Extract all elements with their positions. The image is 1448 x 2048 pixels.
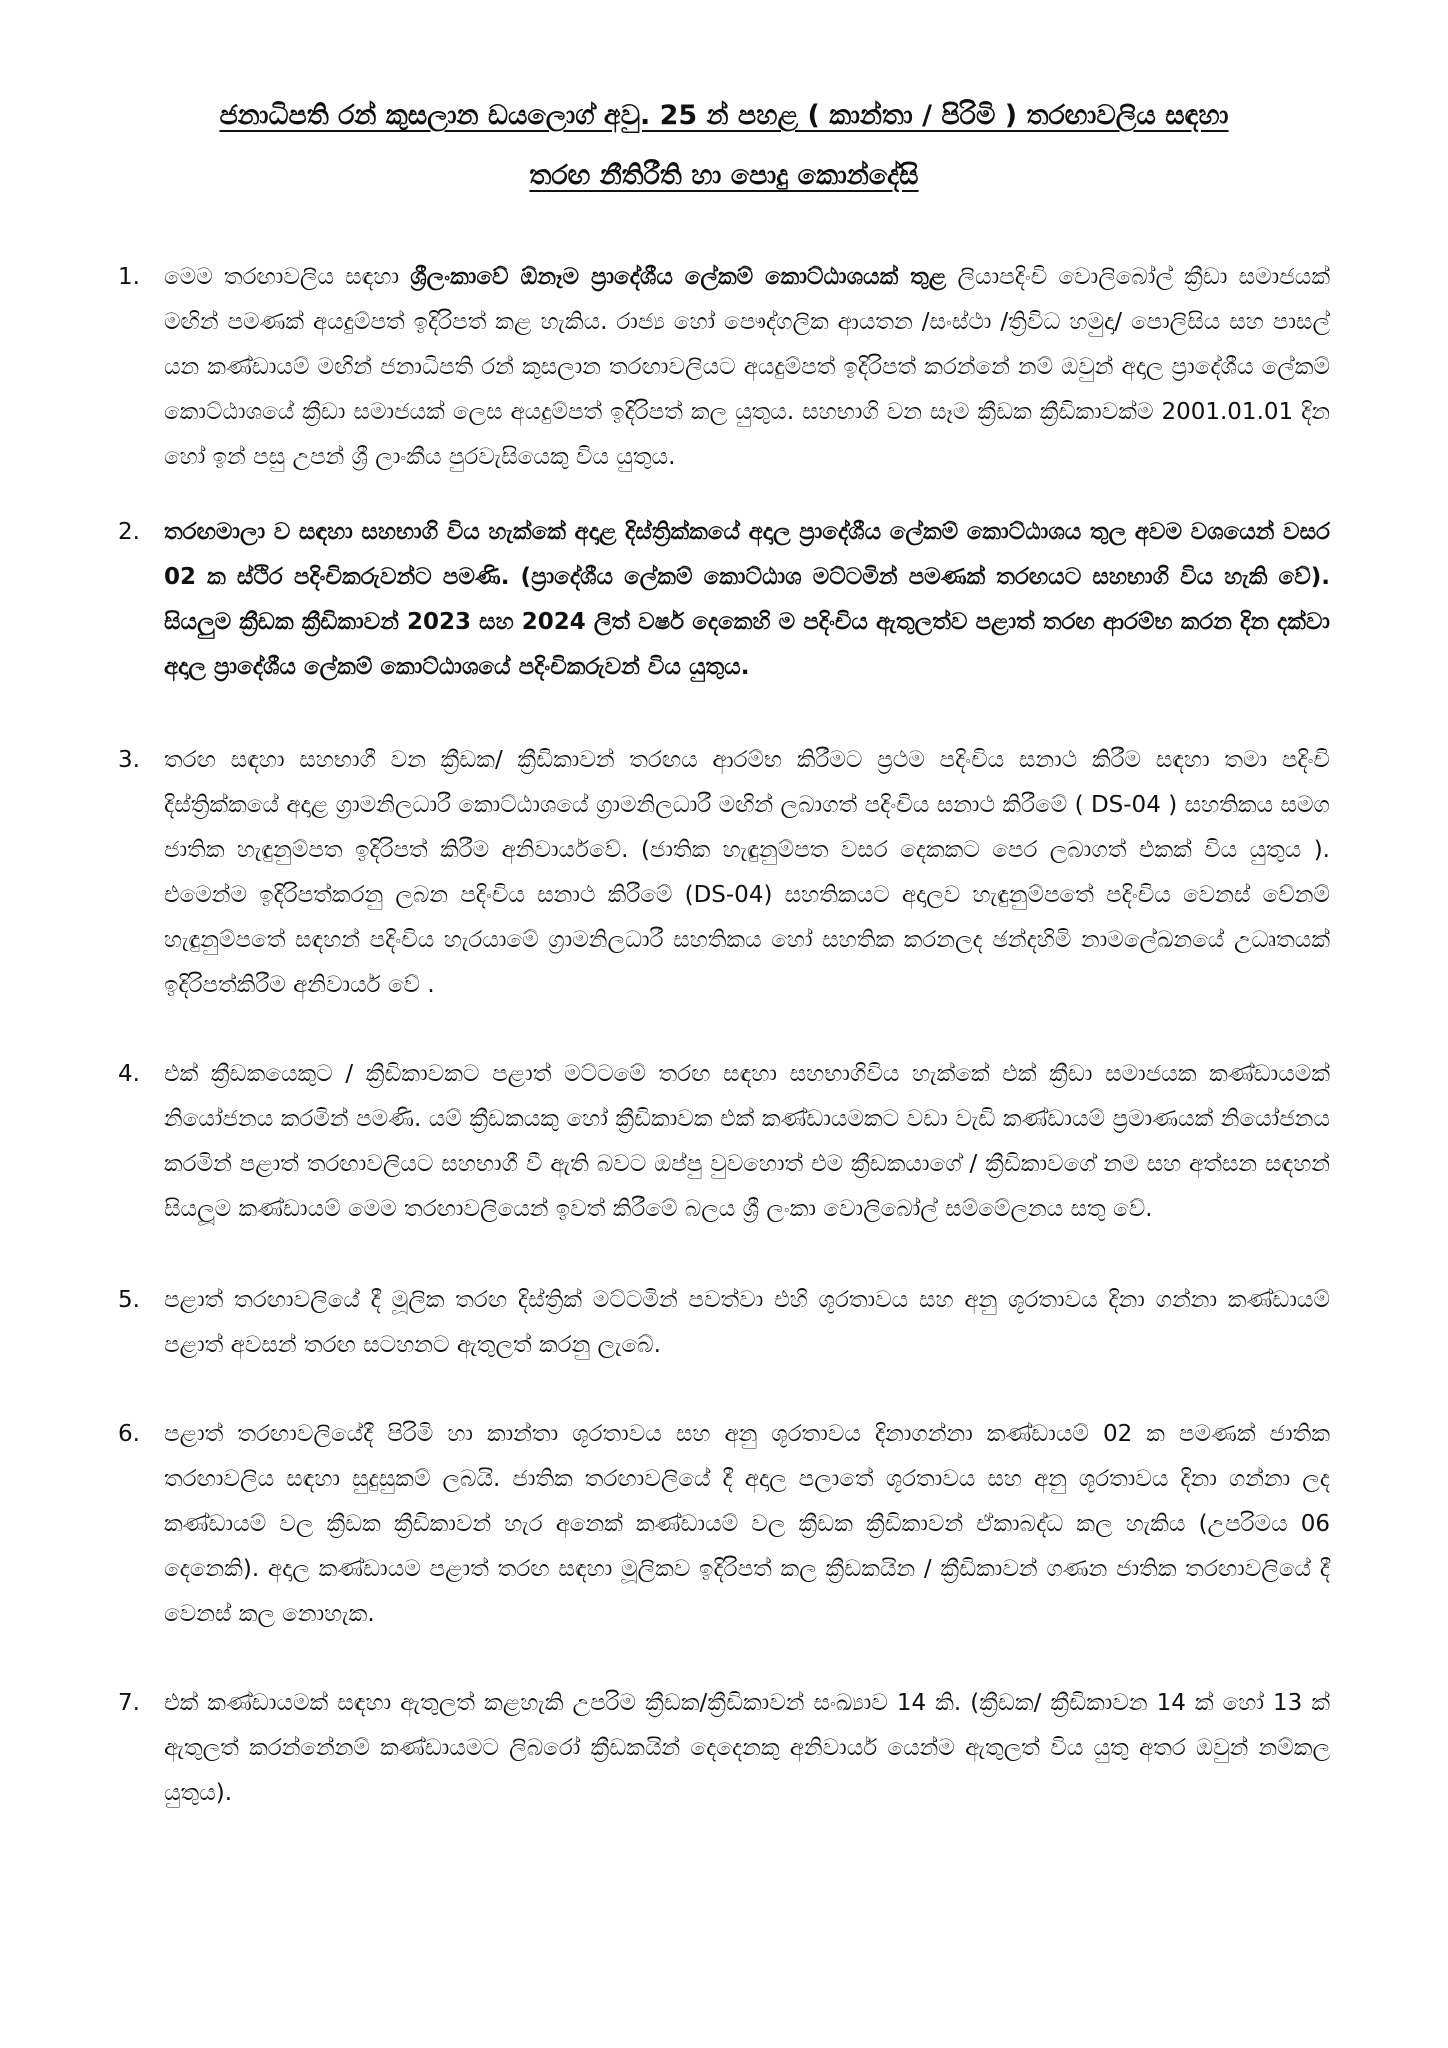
rule-text-part: මෙම තරඟාවලිය සඳහා xyxy=(164,264,411,290)
rule-text xyxy=(164,264,1330,470)
rules-list xyxy=(112,255,1330,1816)
rule-item xyxy=(112,255,1330,480)
rule-item xyxy=(112,738,1330,1008)
rule-number: 6. xyxy=(118,1421,140,1447)
rule-text-part: ලියාපදිංචි වොලිබෝල් ක්‍රීඩා සමාජයක් මඟින් පමණක් අයදුම්පත් ඉදිරිපත් කළ හැකිය. රාජ්‍ය හෝ පෞද්ගලික ආයතන /සංස්ථා /ත්‍රිවිධ හමුදා/ පොලිසිය සහ පාසල් යන කණ්ඩායම් මඟින් ජනාධිපති රන් කුසලාන තරඟාවලියට අයදුම්පත් ඉදිරිපත් කරන්නේ නම් ඔවුන් අදාල ප්‍රාදේශීය ලේකම් කොට්ඨාශයේ ක්‍රීඩා සමාජයක් ලෙස අයදුම්පත් ඉදිරිපත් කල යුතුය. සහභාගි වන සෑම ක්‍රීඩක ක්‍රීඩිකාවක්ම 2001.01.01 දින හෝ ඉන් පසු උපන් ශ්‍රී ලාංකීය පුරවැසියෙකු විය යුතුය. xyxy=(164,264,1331,470)
rule-text: පළාත් තරඟාවලියේදී පිරිමි හා කාන්තා ශූරතාවය සහ අනු ශූරතාවය දිනාගන්නා කණ්ඩායම් 02 ක පමණක් ජාතික තරඟාවලිය සඳහා සුදුසුකම් ලබයි. ජාතික තරඟාවලියේ දී අදාල පලාතේ ශූරතාවය සහ අනු ශූරතාවය දිනා ගන්නා ලද කණ්ඩායම් වල ක්‍රීඩක ක්‍රීඩිකාවන් හැර අනෙක් කණ්ඩායම් වල ක්‍රීඩක ක්‍රීඩිකාවන් ඒකාබද්ධ කල හැකිය (උපරිමය 06 දෙනෙකි). අදාල කණ්ඩායම පළාත් තරඟ සඳහා මූලිකව ඉදිරිපත් කල ක්‍රීඩකයින / ක්‍රීඩිකාවන් ගණන ජාතික තරඟාවලියේ දී වෙනස් කල නොහැක. xyxy=(164,1421,1330,1627)
rule-item xyxy=(112,1681,1330,1816)
rule-number: 2. xyxy=(118,519,140,545)
rule-number: 3. xyxy=(118,747,140,773)
rule-text-emphasis: ශ්‍රීලංකාවේ ඕනෑම ප්‍රාදේශීය ලේකම් කොට්ඨාශයක් තුළ xyxy=(410,264,947,290)
rule-item xyxy=(112,1412,1330,1637)
document-title: ජනාධිපති රන් කුසලාන ඩයලොග් අවු. 25 න් පහළ ( කාන්තා / පිරිමි ) තරඟාවලිය සඳහා xyxy=(219,100,1229,131)
rule-item xyxy=(112,1052,1330,1232)
rule-number: 1. xyxy=(118,264,140,290)
rule-text: තරඟමාලා ව සඳහා සහභාගි විය හැක්කේ අදාළ දිස්ත්‍රික්කයේ අදාල ප්‍රාදේශීය ලේකම් කොට්ඨාශය තුල අවම වශයෙන් වසර 02 ක ස්ථිර පදිංචිකරුවන්ට පමණි. (ප්‍රාදේශීය ලේකම් කොට්ඨාශ මට්ටමින් පමණක් තරඟයට සහභාගි විය හැකි වේ). සියලුම ක්‍රීඩක ක්‍රීඩිකාවන් 2023 සහ 2024 ලිත් වර්ෂ දෙකෙහි ම පදිංචිය ඇතුලත්ව පළාත් තරඟ ආරම්භ කරන දින දක්වා අදාල ප්‍රාදේශීය ලේකම් කොට්ඨාශයේ පදිංචිකරුවන් විය යුතුය. xyxy=(164,519,1330,680)
rule-text: පළාත් තරඟාවලියේ දී මූලික තරඟ දිස්ත්‍රික් මට්ටමින් පවත්වා එහි ශූරතාවය සහ අනු ශූරතාවය දිනා ගන්නා කණ්ඩායම් පළාත් අවසන් තරඟ සටහනට ඇතුලත් කරනු ලැබේ. xyxy=(164,1287,1330,1358)
rule-item xyxy=(112,510,1330,690)
rule-item xyxy=(112,1278,1330,1368)
document-subtitle: තරඟ නීතිරීති හා පොදු කොන්දේසි xyxy=(529,160,919,191)
rule-number: 5. xyxy=(118,1287,140,1313)
rule-text: එක් ක්‍රීඩකයෙකුට / ක්‍රීඩිකාවකට පළාත් මට්ටමේ තරඟ සඳහා සහභාගිවිය හැක්කේ එක් ක්‍රීඩා සමාජයක කණ්ඩායමක් නියෝජනය කරමින් පමණි. යම් ක්‍රීඩකයකු හෝ ක්‍රීඩිකාවක එක් කණ්ඩායමකට වඩා වැඩි කණ්ඩායම් ප්‍රමාණයක් නියෝජනය කරමින් පළාත් තරඟාවලියට සහභාගී වී ඇති බවට ඔප්පු වුවහොත් එම ක්‍රීඩකයාගේ / ක්‍රීඩිකාවගේ නම සහ අත්සන සඳහන් සියලූම කණ්ඩායම් මෙම තරඟාවලියෙන් ඉවත් කිරීමේ බලය ශ්‍රී ලංකා වොලිබෝල් සම්මේලනය සතු වේ. xyxy=(164,1061,1330,1222)
rule-number: 7. xyxy=(118,1690,140,1716)
rule-number: 4. xyxy=(118,1061,140,1087)
rule-text: තරඟ සඳහා සහභාගී වන ක්‍රීඩක/ ක්‍රීඩිකාවන් තරඟය ආරම්භ කිරීමට ප්‍රථම පදිංචිය සනාථ කිරීම සඳහා තමා පදිංචි දිස්ත්‍රික්කයේ අදාළ ග්‍රාමනිලධාරී කොට්ඨාශයේ ග්‍රාමනිලධාරී මඟින් ලබාගත් පදිංචිය සනාථ කිරීමේ ( DS-04 ) සහතිකය සමග ජාතික හැඳුනුම්පත ඉදිරිපත් කිරීම අනිවාර්යවේ. (ජාතික හැඳුනුම්පත වසර දෙකකට පෙර ලබාගත් එකක් විය යුතුය ). එමෙන්ම ඉදිරිපත්කරනු ලබන පදිංචිය සනාථ කිරීමේ (DS-04) සහතිකයට අදාලව හැඳුනුම්පතේ පදිංචිය වෙනස් වේනම් හැඳුනුම්පතේ සඳහන් පදිංචිය හැරයාමේ ග්‍රාමනිලධාරී සහතිකය හෝ සහතික කරනලද ඡන්දහිමි නාමලේඛනයේ උධෘතයක් ඉදිරිපත්කිරීම අනිවාර්ය වේ . xyxy=(164,747,1330,998)
rule-text: එක් කණ්ඩායමක් සඳහා ඇතුලත් කළහැකි උපරිම ක්‍රීඩක/ක්‍රීඩිකාවන් සංඛ්‍යාව 14 කි. (ක්‍රීඩක/ ක්‍රීඩිකාවන 14 ක් හෝ 13 ක් ඇතුලත් කරන්නේනම් කණ්ඩායමට ලිබරෝ ක්‍රීඩකයින් දෙදෙනකු අනිවාර්ය යෙන්ම ඇතුලත් විය යුතු අතර ඔවුන් නම්කල යුතුය). xyxy=(164,1690,1330,1806)
